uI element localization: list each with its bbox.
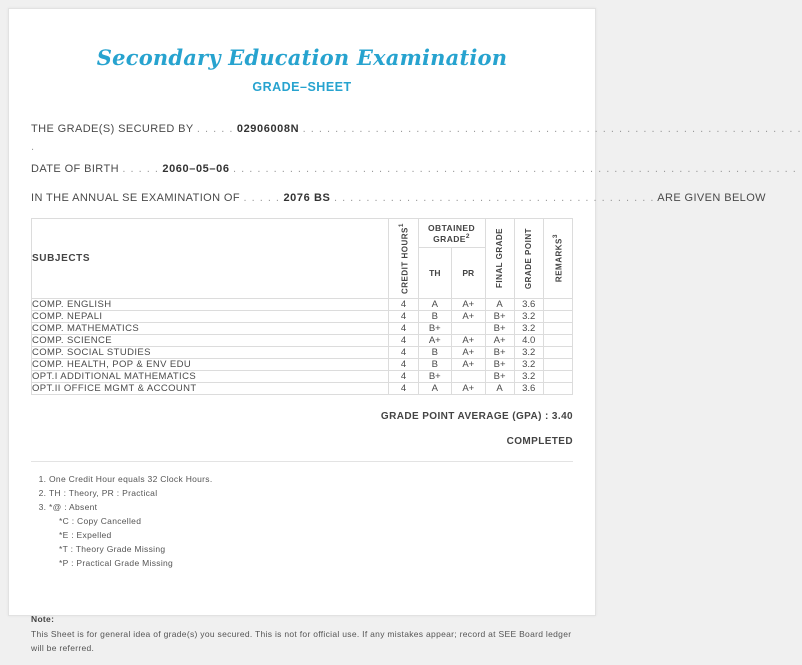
cell-credit: 4 <box>389 371 418 383</box>
note-block <box>31 612 573 655</box>
cell-remarks <box>543 359 572 371</box>
divider <box>31 461 573 462</box>
cell-credit: 4 <box>389 323 418 335</box>
exam-label: IN THE ANNUAL SE EXAMINATION OF <box>31 192 241 204</box>
cell-remarks <box>543 335 572 347</box>
grades-table-body <box>32 299 573 395</box>
dob-dots-pre: . . . . . <box>122 163 159 175</box>
cell-pr: A+ <box>452 359 485 371</box>
footnote-subitem: *P : Practical Grade Missing <box>59 558 174 569</box>
cell-subject: COMP. SCIENCE <box>32 335 389 347</box>
cell-subject: OPT.I ADDITIONAL MATHEMATICS <box>32 371 389 383</box>
cell-remarks <box>543 347 572 359</box>
cell-subject: COMP. SOCIAL STUDIES <box>32 347 389 359</box>
secured-by-dots-pre: . . . . . <box>196 123 234 135</box>
field-secured-by <box>31 123 802 135</box>
cell-point: 3.2 <box>514 371 543 383</box>
cell-point: 4.0 <box>514 335 543 347</box>
cell-final: B+ <box>485 323 514 335</box>
cell-point: 3.2 <box>514 347 543 359</box>
cell-final: A <box>485 383 514 395</box>
obtained-grade-sup: 2 <box>465 232 470 240</box>
cell-pr: A+ <box>452 347 485 359</box>
footnote-item: 1. One Credit Hour equals 32 Clock Hours. <box>49 472 573 486</box>
cell-point: 3.2 <box>514 323 543 335</box>
dob-label: DATE OF BIRTH <box>31 163 119 175</box>
field-date-of-birth <box>31 163 797 175</box>
page-title: Secondary Education Examination <box>96 45 508 70</box>
cell-pr: A+ <box>452 335 485 347</box>
footnote-subitem: *E : Expelled <box>59 530 112 541</box>
col-header-subjects: SUBJECTS <box>32 219 389 299</box>
dob-dots-post: . . . . . . . . . . . . . . . . . . . . . . . . . . . . . . . . . . . . . . . . . . . . . . . . . . . . . . . . . . . . . . . . . . . . . . <box>233 163 797 175</box>
cell-th: A <box>418 383 451 395</box>
cell-pr <box>452 323 485 335</box>
table-row <box>32 383 573 395</box>
cell-final: B+ <box>485 311 514 323</box>
status-badge: COMPLETED <box>506 436 573 448</box>
cell-th: A+ <box>418 335 451 347</box>
col-header-pr: PR <box>452 248 485 299</box>
col-header-remarks <box>543 219 572 299</box>
cell-subject: COMP. NEPALI <box>32 311 389 323</box>
remarks-text: REMARKS <box>554 238 564 283</box>
grade-sheet-inner <box>9 9 802 665</box>
cell-final: A+ <box>485 335 514 347</box>
cell-remarks <box>543 299 572 311</box>
orphan-dot: . <box>31 141 35 153</box>
cell-final: B+ <box>485 347 514 359</box>
secured-by-label: THE GRADE(S) SECURED BY <box>31 123 194 135</box>
cell-th: B <box>418 347 451 359</box>
exam-value: 2076 BS <box>283 192 331 204</box>
footnote-sublist <box>49 514 573 570</box>
col-header-obtained-grade <box>418 219 485 248</box>
table-row <box>32 299 573 311</box>
cell-credit: 4 <box>389 359 418 371</box>
page-subtitle: GRADE–SHEET <box>252 80 352 94</box>
cell-pr <box>452 371 485 383</box>
cell-point: 3.6 <box>514 383 543 395</box>
cell-pr: A+ <box>452 383 485 395</box>
note-text: This Sheet is for general idea of grade(s) you secured. This is not for official use. If any mistakes appear; record at SEE Board ledger will be referred. <box>31 628 572 653</box>
table-row <box>32 335 573 347</box>
cell-point: 3.6 <box>514 299 543 311</box>
footnote-item: 2. TH : Theory, PR : Practical <box>49 486 573 500</box>
cell-th: B <box>418 311 451 323</box>
final-grade-text: FINAL GRADE <box>494 228 504 289</box>
col-header-final-grade <box>485 219 514 299</box>
footnote-subitem: *T : Theory Grade Missing <box>59 544 166 555</box>
cell-credit: 4 <box>389 311 418 323</box>
cell-remarks <box>543 311 572 323</box>
cell-subject: COMP. ENGLISH <box>32 299 389 311</box>
dob-value: 2060–05–06 <box>162 163 230 175</box>
cell-th: A <box>418 299 451 311</box>
table-row <box>32 359 573 371</box>
cell-final: B+ <box>485 371 514 383</box>
table-row <box>32 311 573 323</box>
cell-pr: A+ <box>452 311 485 323</box>
cell-remarks <box>543 383 572 395</box>
exam-tail: ARE GIVEN BELOW <box>657 192 766 204</box>
remarks-sup: 3 <box>551 234 559 239</box>
gpa-summary: GRADE POINT AVERAGE (GPA) : 3.40 <box>380 411 573 423</box>
cell-remarks <box>543 323 572 335</box>
footnote-absent-label: *@ : Absent <box>49 502 98 513</box>
cell-th: B+ <box>418 371 451 383</box>
footnotes-list <box>49 472 573 570</box>
note-title: Note: <box>31 614 55 625</box>
grade-sheet-page <box>8 8 802 653</box>
obtained-grade-text: OBTAINED GRADE <box>428 222 476 244</box>
cell-final: B+ <box>485 359 514 371</box>
table-row <box>32 323 573 335</box>
header-row-1 <box>32 219 573 248</box>
cell-th: B <box>418 359 451 371</box>
grades-table <box>31 218 573 395</box>
cell-subject: OPT.II OFFICE MGMT & ACCOUNT <box>32 383 389 395</box>
col-header-credit-hours <box>389 219 418 299</box>
credit-hours-text: CREDIT HOURS <box>400 227 410 295</box>
secured-by-dots-post: . . . . . . . . . . . . . . . . . . . . . . . . . . . . . . . . . . . . . . . . . . . . . . . . . . . . . . . . . . . . . . <box>302 123 802 135</box>
secured-by-value: 02906008N <box>236 123 300 135</box>
exam-dots-pre: . . . . . <box>243 192 280 204</box>
grades-table-head <box>32 219 573 299</box>
cell-credit: 4 <box>389 347 418 359</box>
col-header-th: TH <box>418 248 451 299</box>
cell-credit: 4 <box>389 335 418 347</box>
footnote-subitem: *C : Copy Cancelled <box>59 516 142 527</box>
field-exam-year <box>31 192 766 204</box>
cell-subject: COMP. HEALTH, POP & ENV EDU <box>32 359 389 371</box>
col-header-grade-point <box>514 219 543 299</box>
table-row <box>32 371 573 383</box>
cell-final: A <box>485 299 514 311</box>
cell-point: 3.2 <box>514 359 543 371</box>
credit-hours-sup: 1 <box>397 223 405 228</box>
grade-point-text: GRADE POINT <box>524 227 534 290</box>
table-row <box>32 347 573 359</box>
footnote-item <box>49 500 573 570</box>
cell-pr: A+ <box>452 299 485 311</box>
cell-credit: 4 <box>389 299 418 311</box>
exam-dots-post: . . . . . . . . . . . . . . . . . . . . . . . . . . . . . . . . . . . . . . . . <box>333 192 655 204</box>
cell-credit: 4 <box>389 383 418 395</box>
cell-remarks <box>543 371 572 383</box>
cell-subject: COMP. MATHEMATICS <box>32 323 389 335</box>
cell-th: B+ <box>418 323 451 335</box>
cell-point: 3.2 <box>514 311 543 323</box>
